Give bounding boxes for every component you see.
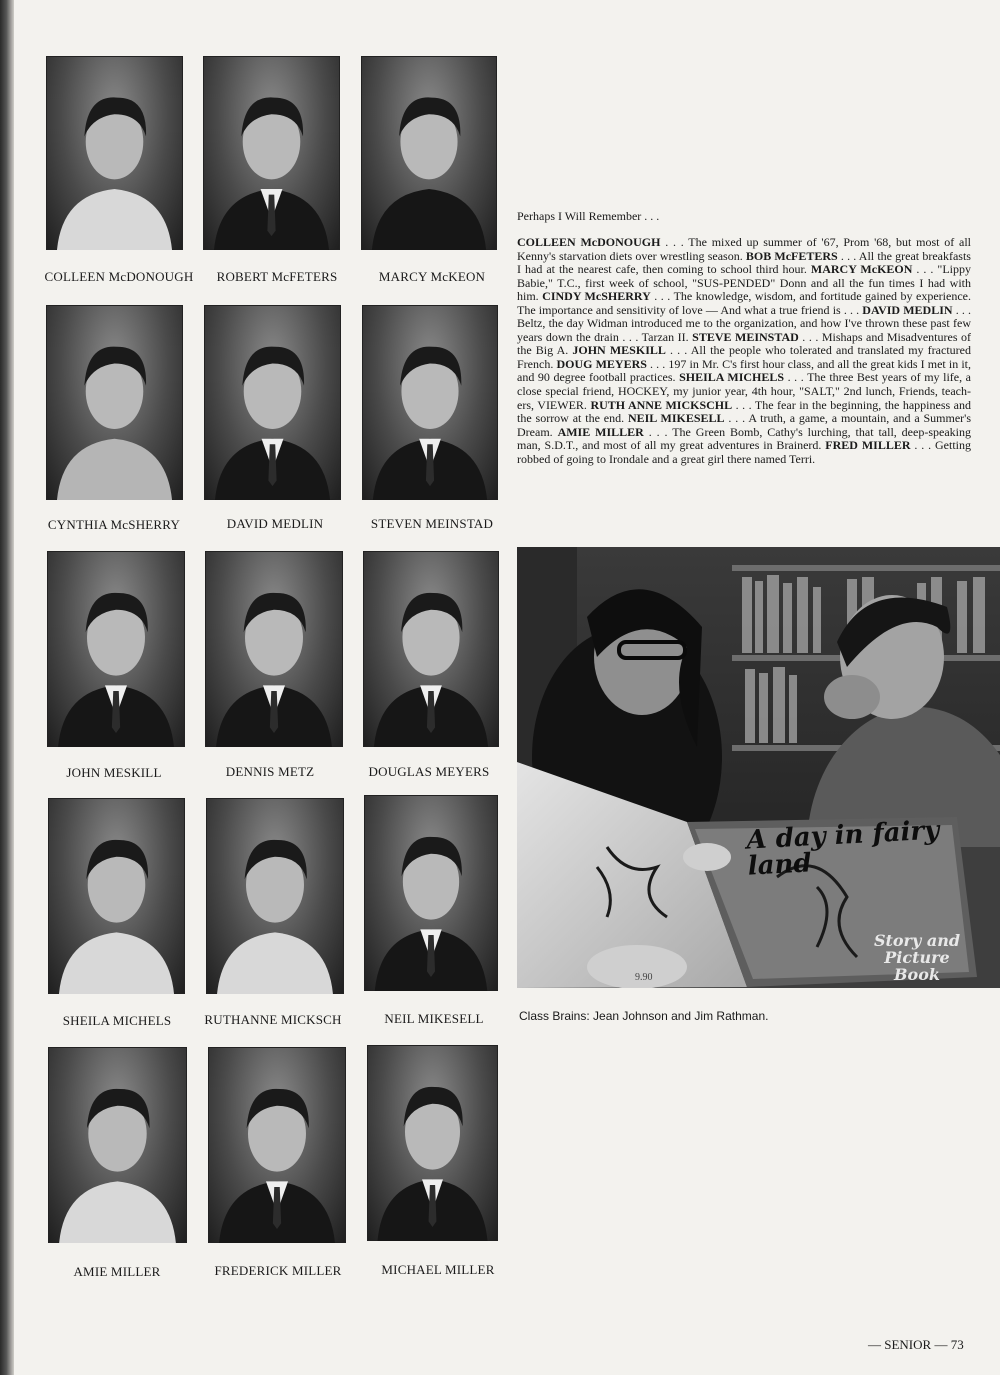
portrait-photo <box>46 305 183 500</box>
pencil-mark: 9.90 <box>635 972 653 983</box>
portrait-photo <box>364 795 498 991</box>
senior-name: AMIE MILLER <box>73 1264 161 1279</box>
portrait-silhouette <box>46 305 183 500</box>
senior-name: DENNIS METZ <box>225 764 315 779</box>
portrait-silhouette <box>48 798 185 994</box>
memory-text: . . . The Green Bomb, Cathy's lurching, that tall, deep-speaking man, S.D.T., and most of all my great adventures in Brainerd. <box>517 424 971 453</box>
senior-name: ROBERT McFETERS <box>216 269 338 284</box>
memory-name: DOUG MEYERS <box>556 356 647 371</box>
portrait-silhouette <box>362 305 498 500</box>
portrait-photo <box>204 305 341 500</box>
portrait-photo <box>208 1047 346 1243</box>
memory-name: SHEILA MICHELS <box>679 370 785 385</box>
senior-name: STEVEN MEINSTAD <box>370 516 494 531</box>
senior-name: SHEILA MICHELS <box>62 1013 172 1028</box>
memory-text: . . . All the people who tolerated and translated my fractured French. <box>517 343 971 371</box>
memory-text: . . . 197 in Mr. C's first hour class, and all the great kids I met in it, and 90 degree football practices. <box>517 356 971 385</box>
portrait-photo <box>362 305 498 500</box>
senior-name: DAVID MEDLIN <box>226 516 324 531</box>
portrait-silhouette <box>361 56 497 250</box>
senior-name: NEIL MIKESELL <box>384 1011 484 1026</box>
senior-name: MICHAEL MILLER <box>381 1262 495 1277</box>
portrait-silhouette <box>203 56 340 250</box>
portrait-silhouette <box>205 551 343 747</box>
memory-text: . . . All the great breakfasts I had at the nearest cafe, then coming to school third hour. <box>517 248 971 277</box>
memory-text: . . . The three Best years of my life, a close special friend, HOCKEY, my junior year, 4th hour, "SALT," 2nd lunch, Friends, teach-ers, VIEWER. <box>517 370 971 412</box>
senior-name: FREDERICK MILLER <box>214 1263 342 1278</box>
book-title: A day in fairy land <box>745 815 940 882</box>
memory-text: . . . Beltz, the day Widman introduced me to the organization, and how I've thrown these past few years down the drain . . . Tarzan II. <box>517 302 972 344</box>
portrait-photo <box>363 551 499 747</box>
class-brains-photo <box>517 547 1000 988</box>
memory-name: NEIL MIKESELL <box>627 411 725 426</box>
portrait-silhouette <box>46 56 183 250</box>
memory-name: MARCY McKEON <box>810 262 913 277</box>
memory-name: JOHN MESKILL <box>572 343 666 358</box>
memory-name: STEVE MEINSTAD <box>692 329 799 344</box>
portrait-silhouette <box>364 795 498 991</box>
photo-caption: Class Brains: Jean Johnson and Jim Rathman. <box>519 1009 769 1023</box>
memories-paragraph <box>517 236 971 466</box>
memory-name: AMIE MILLER <box>557 424 644 439</box>
book-subtitle: Story and Picture Book <box>873 931 961 984</box>
portrait-silhouette <box>204 305 341 500</box>
senior-name: CYNTHIA McSHERRY <box>47 517 181 532</box>
portrait-photo <box>205 551 343 747</box>
senior-name: DOUGLAS MEYERS <box>368 764 490 779</box>
photo-illustration <box>517 547 1000 988</box>
portrait-silhouette <box>206 798 344 994</box>
memory-text: . . . The fear in the beginning, the happiness and the sorrow at the end. <box>517 397 971 426</box>
portrait-photo <box>48 798 185 994</box>
page-folio: — SENIOR — 73 <box>868 1337 964 1352</box>
memories-intro: Perhaps I Will Remember . . . <box>517 209 660 223</box>
memory-name: CINDY McSHERRY <box>542 289 651 304</box>
portrait-photo <box>361 56 497 250</box>
portrait-silhouette <box>48 1047 187 1243</box>
memory-text: . . . A truth, a game, a mountain, and a Summer's Dream. <box>517 411 972 439</box>
memory-text: . . . Mishaps and Misadventures of the Big A. <box>517 329 972 358</box>
memory-name: RUTH ANNE MICKSCHL <box>590 397 733 412</box>
memory-text: . . . The knowledge, wisdom, and fortitude gained by experience. The importance and sensitivity of love — And what a true friend is . . . <box>517 289 971 317</box>
memory-name: DAVID MEDLIN <box>862 302 953 317</box>
portrait-silhouette <box>47 551 185 747</box>
portrait-silhouette <box>367 1045 498 1241</box>
portrait-silhouette <box>208 1047 346 1243</box>
portrait-photo <box>47 551 185 747</box>
senior-name: RUTHANNE MICKSCH <box>204 1012 342 1027</box>
portrait-photo <box>203 56 340 250</box>
memory-text: . . . "Lippy Babie," T.C., first week of school, "SUS-PENDED" Donn and all the fun times I had with him. <box>517 262 971 304</box>
portrait-photo <box>48 1047 187 1243</box>
memory-name: COLLEEN McDONOUGH <box>517 235 661 249</box>
memory-text: . . . Getting robbed of going to Irondale and a great girl there named Terri. <box>517 438 971 466</box>
memory-text: . . . The mixed up summer of '67, Prom '68, but most of all Kenny's starvation diets over wrestling season. <box>517 235 971 263</box>
portrait-photo <box>46 56 183 250</box>
senior-name: COLLEEN McDONOUGH <box>44 269 194 284</box>
portrait-silhouette <box>363 551 499 747</box>
page-binding-edge <box>0 0 14 1375</box>
memory-name: FRED MILLER <box>825 438 911 453</box>
portrait-photo <box>206 798 344 994</box>
portrait-photo <box>367 1045 498 1241</box>
senior-name: MARCY McKEON <box>378 269 486 284</box>
senior-name: JOHN MESKILL <box>66 765 162 780</box>
memory-name: BOB McFETERS <box>745 248 838 263</box>
